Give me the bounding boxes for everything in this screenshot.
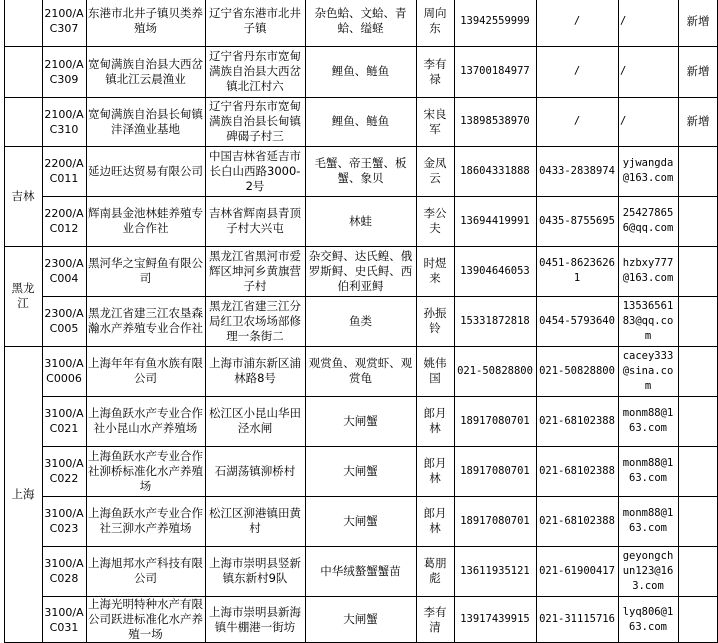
note-cell: [678, 246, 718, 296]
email-cell: /: [620, 65, 627, 77]
code-cell: 3100/AC028: [44, 557, 84, 585]
address-cell: 黑龙江省黑河市爱辉区坤河乡黄旗营子村: [209, 248, 301, 293]
grid-hline: [42, 496, 718, 497]
mobile-cell: 13898538970: [460, 115, 530, 127]
species-cell: 鲤鱼、鲢鱼: [331, 64, 390, 78]
mobile-cell: 18917080701: [460, 514, 530, 527]
mobile-cell: 18917080701: [460, 464, 530, 477]
species-cell: 观赏鱼、观赏虾、观赏龟: [308, 356, 413, 385]
contact-cell: 姚伟国: [423, 356, 447, 385]
contact-cell: 周向东: [423, 6, 447, 35]
contact-cell: 时煜来: [423, 256, 447, 285]
address-cell: 辽宁省东港市北井子镇: [209, 6, 301, 35]
contact-cell: 孙振铃: [423, 306, 447, 335]
code-cell: 2200/AC012: [44, 207, 84, 235]
code-cell: 3100/AC022: [44, 457, 84, 485]
email-cell: cacey333@sina.com: [622, 349, 674, 392]
company-cell: 上海光明特种水产有限公司跃进标准化水产养殖一场: [88, 597, 203, 641]
address-cell: 中国吉林省延吉市长白山西路3000-2号: [209, 148, 301, 193]
grid-hline: [42, 296, 718, 297]
note-cell: [678, 496, 718, 546]
note-cell: [678, 596, 718, 643]
company-cell: 上海鱼跃水产专业合作社三泖水产养殖场: [88, 506, 203, 535]
species-cell: 林蛙: [349, 213, 372, 228]
contact-cell: 李有禄: [423, 56, 447, 86]
species-cell: 大闸蟹: [343, 612, 378, 626]
mobile-cell: 021-50828800: [457, 364, 533, 377]
contact-cell: 郎月林: [423, 506, 447, 535]
region-cell: 黑龙江: [11, 281, 35, 310]
phone-cell: 0451-86236261: [539, 257, 615, 284]
company-cell: 宽甸满族自治县大西岔镇北江云晨渔业: [88, 56, 203, 86]
address-cell: 上海市浦东新区浦林路8号: [209, 356, 301, 385]
code-cell: 2200/AC011: [44, 157, 84, 185]
phone-cell: 021-31115716: [539, 613, 615, 625]
note-cell: 新增: [686, 13, 710, 28]
code-cell: 2300/AC005: [44, 307, 84, 335]
email-cell: lyq806@163.com: [622, 605, 674, 633]
note-cell: [678, 146, 718, 196]
contact-cell: 葛朋彪: [423, 556, 447, 585]
note-cell: [678, 446, 718, 496]
email-cell: yjwangda@163.com: [622, 157, 674, 184]
species-cell: 中华绒螯蟹蟹苗: [320, 563, 401, 578]
address-cell: 辽宁省丹东市宽甸满族自治县长甸镇碑碣子村三: [209, 99, 301, 143]
phone-cell: /: [573, 65, 581, 77]
phone-cell: /: [573, 14, 581, 27]
note-cell: [678, 396, 718, 446]
contact-cell: 郎月林: [423, 406, 447, 435]
species-cell: 大闸蟹: [343, 413, 378, 428]
contact-cell: 宋良军: [423, 106, 447, 136]
company-cell: 东港市北井子镇贝类养殖场: [88, 6, 203, 35]
grid-hline: [42, 446, 718, 447]
company-cell: 辉南县金池林蛙养殖专业合作社: [88, 206, 203, 235]
email-cell: 254278656@qq.com: [622, 207, 674, 234]
phone-cell: 021-68102388: [539, 464, 615, 477]
company-cell: 上海年年有鱼水族有限公司: [88, 356, 203, 385]
contact-cell: 李公夫: [423, 206, 447, 235]
grid-hline: [42, 396, 718, 397]
address-cell: 吉林省辉南县青顶子村大兴屯: [209, 206, 301, 235]
email-cell: monm88@163.com: [622, 457, 674, 484]
code-cell: 2100/AC307: [44, 7, 84, 35]
address-cell: 辽宁省丹东市宽甸满族自治县大西岔镇北江村六: [209, 49, 301, 93]
company-cell: 黑河华之宝鲟鱼有限公司: [88, 256, 203, 285]
phone-cell: 021-68102388: [539, 414, 615, 427]
code-cell: 3100/AC021: [44, 407, 84, 435]
email-cell: hzbxy777@163.com: [622, 257, 674, 284]
species-cell: 杂交鲟、达氏鳇、俄罗斯鲟、史氏鲟、西伯利亚鲟: [308, 248, 413, 293]
phone-cell: 021-50828800: [539, 364, 615, 377]
company-cell: 上海鱼跃水产专业合作社泖桥标准化水产养殖场: [88, 448, 203, 493]
phone-cell: 021-68102388: [539, 514, 615, 527]
note-cell: [678, 346, 718, 396]
mobile-cell: 13694419991: [460, 214, 530, 227]
address-cell: 石湖荡镇泖桥村: [214, 463, 296, 478]
grid-hline: [4, 97, 718, 98]
address-cell: 黑龙江省建三江分局红卫农场场部修理一条街二: [209, 298, 301, 343]
code-cell: 2300/AC004: [44, 257, 84, 285]
mobile-cell: 13700184977: [460, 65, 530, 77]
mobile-cell: 13942559999: [460, 14, 530, 27]
species-cell: 杂色蛤、文蛤、青蛤、缢蛏: [314, 6, 407, 35]
mobile-cell: 15331872818: [460, 314, 530, 327]
company-cell: 上海旭邦水产科技有限公司: [88, 556, 203, 585]
contact-cell: 金凤云: [423, 156, 447, 185]
email-cell: monm88@163.com: [622, 407, 674, 434]
phone-cell: /: [573, 115, 581, 127]
grid-hline: [42, 596, 718, 597]
grid-hline: [4, 246, 718, 247]
note-cell: [678, 196, 718, 246]
email-cell: /: [620, 14, 627, 27]
grid-hline: [42, 546, 718, 547]
email-cell: 1353656183@qq.com: [622, 299, 674, 342]
phone-cell: 0454-5793640: [539, 314, 615, 327]
mobile-cell: 13611935121: [460, 564, 530, 577]
code-cell: 3100/AC0006: [44, 357, 84, 385]
grid-hline: [4, 146, 718, 147]
code-cell: 2100/AC310: [44, 107, 84, 136]
phone-cell: 021-61900417: [539, 564, 615, 577]
code-cell: 2100/AC309: [44, 57, 84, 86]
company-cell: 延边旺达贸易有限公司: [88, 163, 203, 178]
grid-hline: [42, 196, 718, 197]
grid-hline: [4, 46, 718, 47]
grid-hline: [4, 346, 718, 347]
species-cell: 大闸蟹: [343, 463, 378, 478]
address-cell: 松江区小昆山华田泾水闸: [209, 406, 301, 435]
company-cell: 上海鱼跃水产专业合作社小昆山水产养殖场: [88, 406, 203, 435]
code-cell: 3100/AC031: [44, 605, 84, 634]
email-cell: /: [620, 115, 627, 127]
contact-cell: 郎月林: [423, 456, 447, 485]
note-cell: [678, 296, 718, 346]
note-cell: 新增: [686, 64, 710, 78]
phone-cell: 0433-2838974: [539, 164, 615, 177]
note-cell: 新增: [686, 114, 710, 128]
mobile-cell: 13904646053: [460, 264, 530, 277]
region-cell: 吉林: [11, 188, 35, 203]
mobile-cell: 18917080701: [460, 414, 530, 427]
mobile-cell: 13917439915: [460, 613, 530, 625]
address-cell: 松江区泖港镇田黄村: [209, 506, 301, 535]
address-cell: 上海市崇明县新海镇牛棚港一街坊: [209, 604, 301, 634]
address-cell: 上海市崇明县竖新镇东新村9队: [209, 556, 301, 585]
phone-cell: 0435-8755695: [539, 214, 615, 227]
code-cell: 3100/AC023: [44, 507, 84, 535]
species-cell: 毛蟹、帝王蟹、板蟹、象贝: [314, 156, 407, 185]
region-cell: 上海: [11, 487, 35, 501]
note-cell: [678, 546, 718, 596]
email-cell: monm88@163.com: [622, 507, 674, 534]
species-cell: 鱼类: [349, 313, 372, 328]
company-cell: 黑龙江省建三江农垦森瀚水产养殖专业合作社: [88, 306, 203, 335]
mobile-cell: 18604331888: [460, 164, 530, 177]
email-cell: geyongchun123@163.com: [622, 549, 674, 592]
company-cell: 宽甸满族自治县长甸镇沣泽渔业基地: [88, 106, 203, 136]
contact-cell: 李有清: [423, 604, 447, 634]
species-cell: 鲤鱼、鲢鱼: [331, 114, 390, 128]
species-cell: 大闸蟹: [343, 513, 378, 528]
